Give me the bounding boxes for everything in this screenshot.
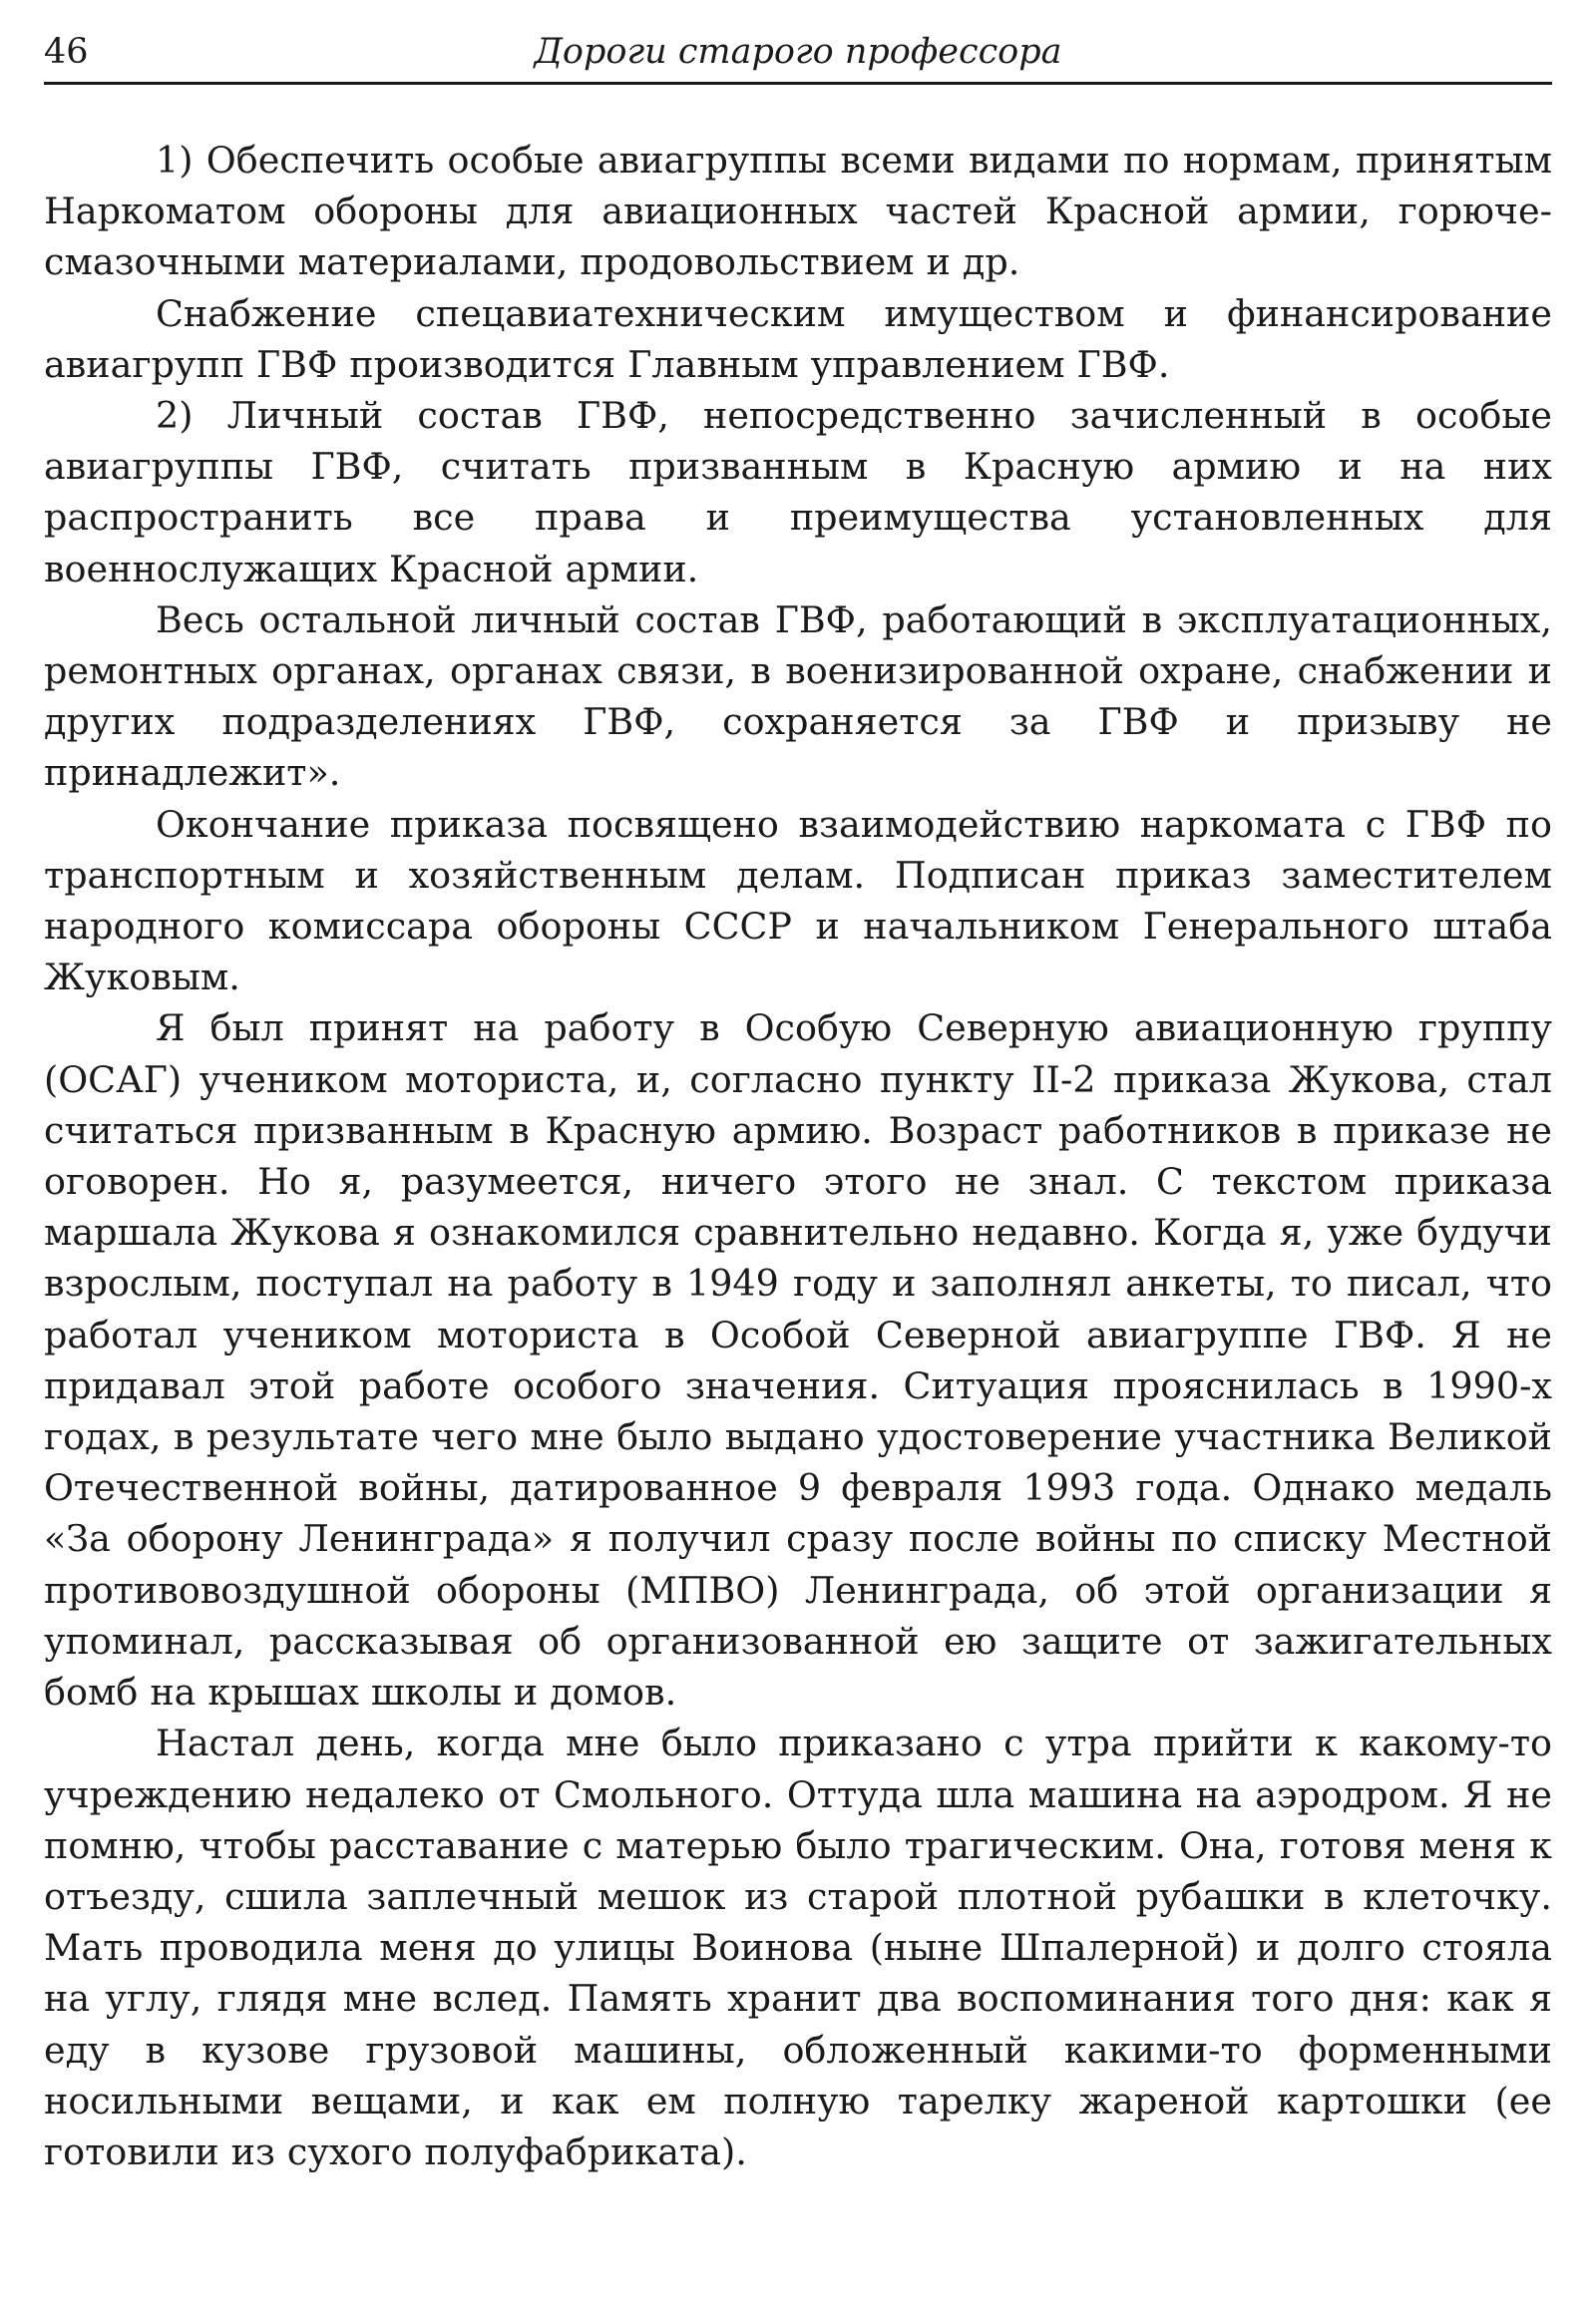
paragraph-order-item-2: 2) Личный состав ГВФ, непосредственно зачисленный в особые авиагруппы ГВФ, считать призванным в Красную армию и на них распространить все права и преимущества установленных для военнослужащих Красной армии. [44, 394, 1552, 590]
paragraph-order-item-1: 1) Обеспечить особые авиагруппы всеми видами по нормам, принятым Наркоматом обороны для авиационных частей Красной армии, горюче-смазочными материалами, продовольствием и др. [44, 139, 1552, 284]
running-title: Дороги старого профессора [534, 32, 1062, 72]
page-header [44, 30, 1552, 85]
paragraph-order-ending: Окончание приказа посвящено взаимодействию наркомата с ГВФ по транспортным и хозяйственным делам. Подписан приказ заместителем народного комиссара обороны СССР и начальником Генерального штаба Жуковым. [44, 802, 1552, 999]
paragraph-osag-employment: Я был принят на работу в Особую Северную авиационную группу (ОСАГ) учеником моториста, и, согласно пункту II-2 приказа Жукова, стал считаться призванным в Красную армию. Возраст работников в приказе не оговорен. Но я, разумеется, ничего этого не знал. С текстом приказа маршала Жукова я ознакомился сравнительно недавно. Когда я, уже будучи взрослым, поступал на работу в 1949 году и заполнял анкеты, то писал, что работал учеником моториста в Особой Северной авиагруппе ГВФ. Я не придавал этой работе особого значения. Ситуация прояснилась в 1990-х годах, в результате чего мне было выдано удостоверение участника Великой Отечественной войны, датированное 9 февраля 1993 года. Однако медаль «За оборону Ленинграда» я получил сразу после войны по списку Местной противовоздушной обороны (МПВО) Ленинграда, об этой организации я упоминал, рассказывая об организованной ею защите от зажигательных бомб на крышах школы и домов. [44, 1006, 1552, 1715]
paragraph-remaining-staff: Весь остальной личный состав ГВФ, работающий в эксплуатационных, ремонтных органах, органах связи, в военизированной охране, снабжении и других подразделениях ГВФ, сохраняется за ГВФ и призыву не принадлежит». [44, 597, 1552, 795]
body-text [44, 135, 1552, 2177]
page-number: 46 [44, 32, 89, 72]
paragraph-departure-day: Настал день, когда мне было приказано с утра прийти к какому-то учреждению недалеко от Смольного. Оттуда шла машина на аэродром. Я не помню, чтобы расставание с матерью было трагическим. Она, готовя меня к отъезду, сшила заплечный мешок из старой плотной рубашки в клеточку. Мать проводила меня до улицы Воинова (ныне Шпалерной) и долго стояла на углу, глядя мне вслед. Память хранит два воспоминания того дня: как я еду в кузове грузовой машины, обложенный какими-то форменными носильными вещами, и как ем полную тарелку жареной картошки (ее готовили из сухого полуфабриката). [44, 1722, 1552, 2173]
paragraph-supply-note: Снабжение спецавиатехническим имуществом и финансирование авиагрупп ГВФ производится Главным управлением ГВФ. [44, 291, 1552, 386]
